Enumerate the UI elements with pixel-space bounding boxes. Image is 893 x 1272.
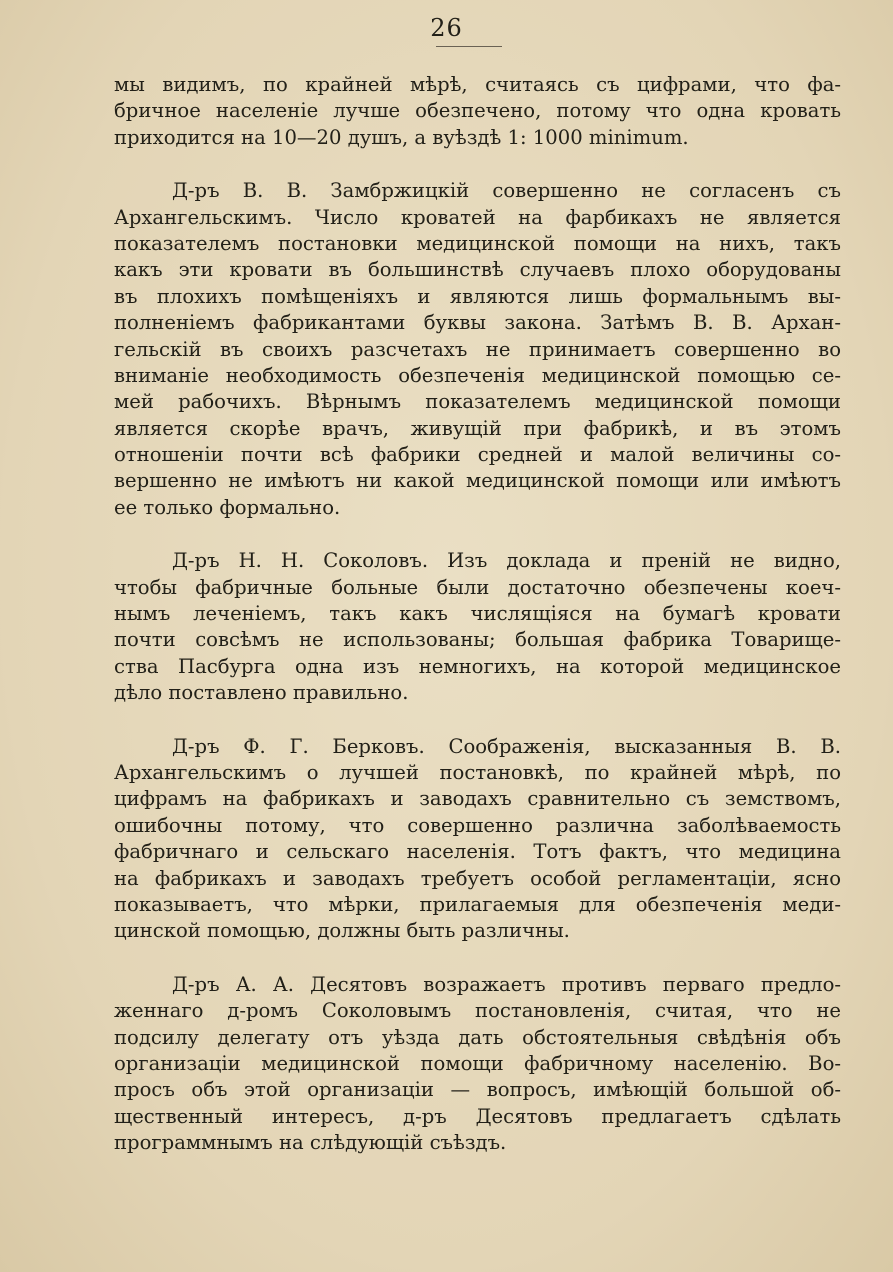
text-line: программнымъ на слѣдующій съѣздъ.: [114, 1131, 507, 1155]
text-line: нымъ леченіемъ, такъ какъ числящіяся на бумагѣ кровати: [114, 602, 841, 626]
text-line: Архангельскимъ о лучшей постановкѣ, по крайней мѣрѣ, по: [114, 760, 841, 784]
text-line: гельскій въ своихъ разсчетахъ не принимаетъ совершенно во: [114, 337, 841, 361]
text-line: Архангельскимъ. Число кроватей на фарбикахъ не является: [114, 205, 841, 229]
text-line: показателемъ постановки медицинской помощи на нихъ, такъ: [114, 231, 841, 255]
page-number: 26: [430, 14, 463, 42]
text-line: вершенно не имѣютъ ни какой медицинской помощи или имѣютъ: [114, 469, 841, 493]
text-line: ее только формально.: [114, 495, 341, 519]
paragraph: [114, 734, 841, 945]
text-line: полненіемъ фабрикантами буквы закона. Затѣмъ В. В. Архан-: [114, 311, 841, 335]
text-line: подсилу делегату отъ уѣзда дать обстоятельныя свѣдѣнія объ: [114, 1025, 841, 1049]
text-line: бричное населеніе лучше обезпечено, потому что одна кровать: [114, 99, 841, 123]
text-line: мей рабочихъ. Вѣрнымъ показателемъ медицинской помощи: [114, 390, 841, 414]
text-line: организаціи медицинской помощи фабричному населенію. Во-: [114, 1051, 841, 1075]
paragraph-gap: [114, 945, 841, 972]
page-number-rule: [436, 46, 502, 47]
paragraph-gap: [114, 521, 841, 548]
text-line: просъ объ этой организаціи — вопросъ, имѣющій большой об-: [114, 1078, 841, 1102]
text-line: на фабрикахъ и заводахъ требуетъ особой регламентаціи, ясно: [114, 866, 841, 890]
text-line: фабричнаго и сельскаго населенія. Тотъ фактъ, что медицина: [114, 840, 841, 864]
text-line: Д-ръ Н. Н. Соколовъ. Изъ доклада и преній не видно,: [172, 549, 841, 573]
text-line: въ плохихъ помѣщеніяхъ и являются лишь формальнымъ вы-: [114, 284, 841, 308]
text-line: почти совсѣмъ не использованы; большая фабрика Товарище-: [114, 628, 841, 652]
text-line: дѣло поставлено правильно.: [114, 681, 409, 705]
text-line: мы видимъ, по крайней мѣрѣ, считаясь съ цифрами, что фа-: [114, 73, 841, 96]
text-line: приходится на 10—20 душъ, а вуѣздѣ 1: 1000 minimum.: [114, 125, 689, 149]
text-line: отношеніи почти всѣ фабрики средней и малой величины со-: [114, 443, 841, 467]
text-line: ошибочны потому, что совершенно различна заболѣваемость: [114, 813, 841, 837]
text-line: Д-ръ В. В. Замбржицкій совершенно не согласенъ съ: [172, 179, 841, 203]
paragraph-gap: [114, 707, 841, 734]
paragraph-gap: [114, 151, 841, 178]
text-line: показываетъ, что мѣрки, прилагаемыя для обезпеченія меди-: [114, 892, 841, 916]
text-line: щественный интересъ, д-ръ Десятовъ предлагаетъ сдѣлать: [114, 1104, 841, 1128]
text-line: Д-ръ А. А. Десятовъ возражаетъ противъ перваго предло-: [172, 972, 841, 996]
text-line: какъ эти кровати въ большинствѣ случаевъ плохо оборудованы: [114, 258, 841, 282]
text-line: вниманіе необходимость обезпеченія медицинской помощью се-: [114, 363, 841, 387]
text-line: чтобы фабричные больные были достаточно обезпечены коеч-: [114, 575, 841, 599]
text-line: является скорѣе врачъ, живущій при фабрикѣ, и въ этомъ: [114, 416, 841, 440]
paragraph: [114, 178, 841, 521]
text-line: женнаго д-ромъ Соколовымъ постановленія, считая, что не: [114, 999, 841, 1023]
text-line: Д-ръ Ф. Г. Берковъ. Соображенія, высказанныя В. В.: [172, 734, 841, 758]
text-line: цифрамъ на фабрикахъ и заводахъ сравнительно съ земствомъ,: [114, 787, 841, 811]
text-line: ства Пасбурга одна изъ немногихъ, на которой медицинское: [114, 654, 841, 678]
body-text: [114, 72, 841, 1156]
paragraph: [114, 972, 841, 1157]
paragraph: [114, 548, 841, 706]
paragraph: [114, 72, 841, 151]
text-line: цинской помощью, должны быть различны.: [114, 919, 570, 943]
